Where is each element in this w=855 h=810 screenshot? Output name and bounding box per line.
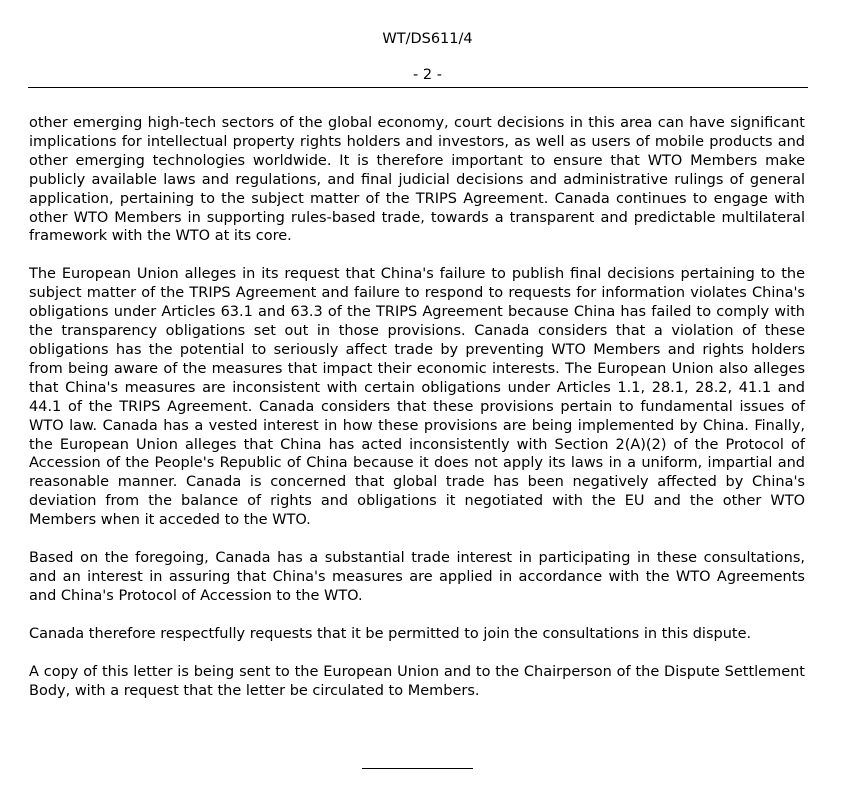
- document-symbol: WT/DS611/4: [382, 31, 473, 47]
- paragraph-eu-allegations: The European Union alleges in its request that China's failure to publish final decisions pertaining to the subject matter of the TRIPS Agreement and failure to respond to requests for information violates China's obligations under Articles 63.1 and 63.3 of the TRIPS Agreement because China has failed to comply with the transparency obligations set out in those provisions. Canada considers that a violation of these obligations has the potential to seriously affect trade by preventing WTO Members and rights holders from being aware of the measures that impact their economic interests. The European Union also alleges that China's measures are inconsistent with certain obligations under Articles 1.1, 28.1, 28.2, 41.1 and 44.1 of the TRIPS Agreement. Canada considers that these provisions pertain to fundamental issues of WTO law. Canada has a vested interest in how these provisions are being implemented by China. Finally, the European Union alleges that China has acted inconsistently with Section 2(A)(2) of the Protocol of Accession of the People's Republic of China because it does not apply its laws in a uniform, impartial and reasonable manner. Canada is concerned that global trade has been negatively affected by China's deviation from the balance of rights and obligations it negotiated with the EU and the other WTO Members when it acceded to the WTO.: [29, 266, 805, 529]
- page-number: - 2 -: [413, 67, 442, 83]
- paragraph-continuation: other emerging high-tech sectors of the global economy, court decisions in this area can have significant implications for intellectual property rights holders and investors, as well as users of mobile products and other emerging technologies worldwide. It is therefore important to ensure that WTO Members make publicly available laws and regulations, and final judicial decisions and administrative rulings of general application, pertaining to the subject matter of the TRIPS Agreement. Canada continues to engage with other WTO Members in supporting rules-based trade, towards a transparent and predictable multilateral framework with the WTO at its core.: [29, 115, 805, 245]
- header-divider: [28, 87, 808, 88]
- paragraph-circulation: A copy of this letter is being sent to the European Union and to the Chairperson of the Dispute Settlement Body, with a request that the letter be circulated to Members.: [29, 663, 805, 699]
- end-of-document-rule: [362, 768, 473, 769]
- document-body: [29, 114, 805, 719]
- paragraph-request: Canada therefore respectfully requests that it be permitted to join the consultations in this dispute.: [29, 625, 752, 642]
- paragraph-trade-interest: Based on the foregoing, Canada has a substantial trade interest in participating in these consultations, and an interest in assuring that China's measures are applied in accordance with the WTO Agreements and China's Protocol of Accession to the WTO.: [29, 550, 805, 604]
